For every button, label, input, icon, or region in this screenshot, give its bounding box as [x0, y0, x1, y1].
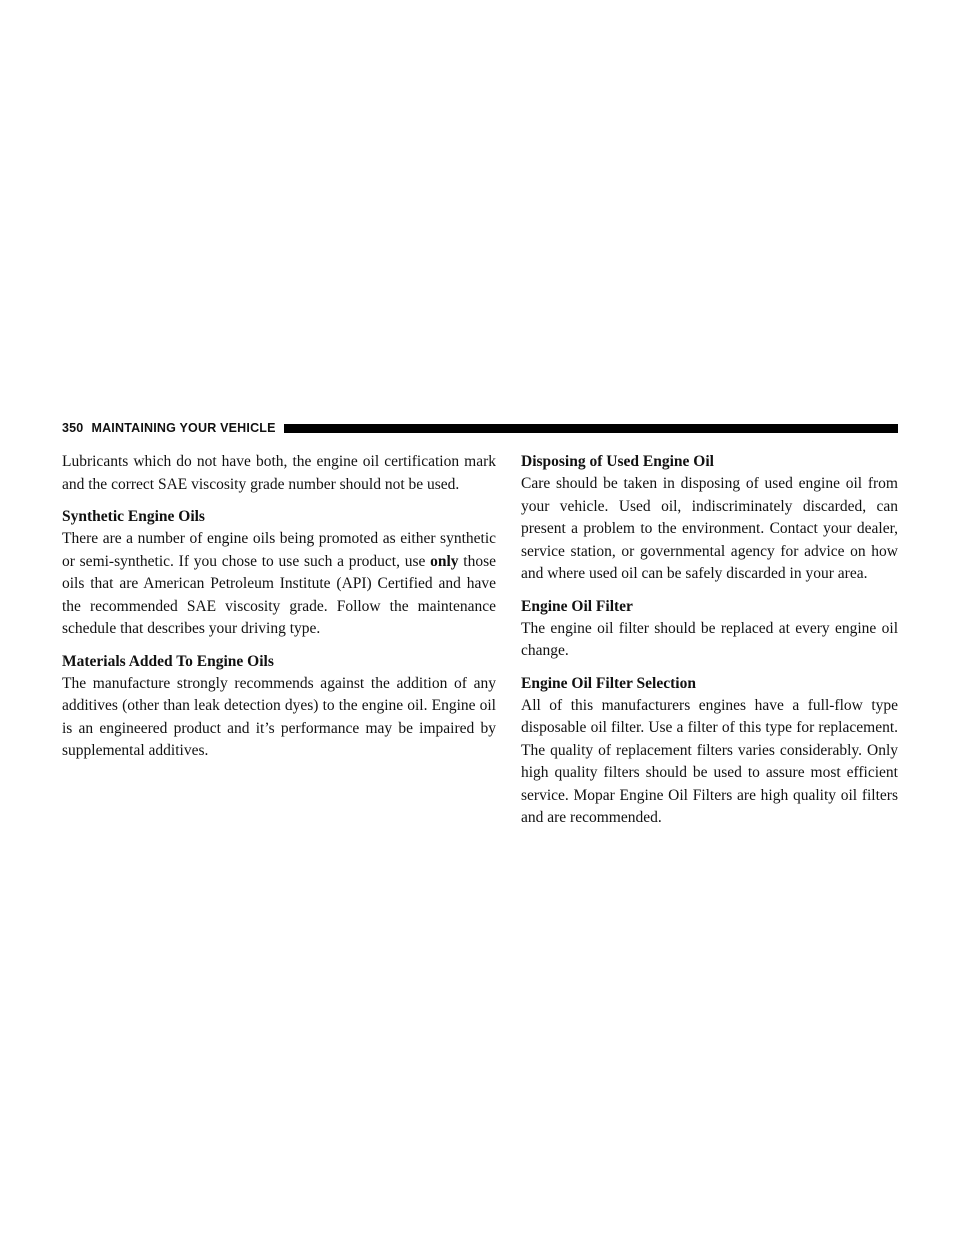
header-rule [284, 424, 898, 433]
oil-filter-heading: Engine Oil Filter [521, 597, 633, 615]
disposing-heading: Disposing of Used Engine Oil [521, 453, 714, 470]
filter-selection-heading: Engine Oil Filter Selection [521, 674, 696, 692]
synthetic-text-after: those oils that are American Petroleum Institute (API) Certified and have the recommended SAE viscosity grade. Follow the maintenance schedule that describes your driving type. [62, 552, 496, 637]
additives-heading: Materials Added To Engine Oils [62, 652, 274, 670]
synthetic-oils-paragraph [62, 528, 496, 641]
left-column [62, 451, 496, 773]
intro-paragraph: Lubricants which do not have both, the engine oil certification mark and the correct SAE viscosity grade number should not be used. [62, 453, 496, 493]
page-number: 350 [62, 421, 84, 435]
right-column [521, 451, 898, 840]
oil-filter-paragraph: The engine oil filter should be replaced at every engine oil change. [521, 619, 898, 659]
synthetic-emphasis: only [430, 552, 459, 570]
section-title: MAINTAINING YOUR VEHICLE [91, 421, 276, 435]
filter-selection-paragraph: All of this manufacturers engines have a full-flow type disposable oil filter. Use a filter of this type for replacement. The quality of replacement filters varies considerably. Only high quality filters should be used to assure most efficient service. Mopar Engine Oil Filters are high quality oil filters and are recommended. [521, 696, 898, 826]
disposing-paragraph: Care should be taken in disposing of used engine oil from your vehicle. Used oil, indiscriminately discarded, can present a problem to the environment. Contact your dealer, service station, or governmental agency for advice on how and where used oil can be safely discarded in your area. [521, 475, 898, 582]
synthetic-text-before: There are a number of engine oils being promoted as either synthetic or semi-synthetic. If you chose to use such a product, use [62, 530, 496, 570]
running-header [62, 421, 898, 435]
additives-paragraph: The manufacture strongly recommends against the addition of any additives (other than leak detection dyes) to the engine oil. Engine oil is an engineered product and it’s performance may be impaired by supplemental additives. [62, 674, 496, 759]
synthetic-oils-heading: Synthetic Engine Oils [62, 508, 205, 525]
